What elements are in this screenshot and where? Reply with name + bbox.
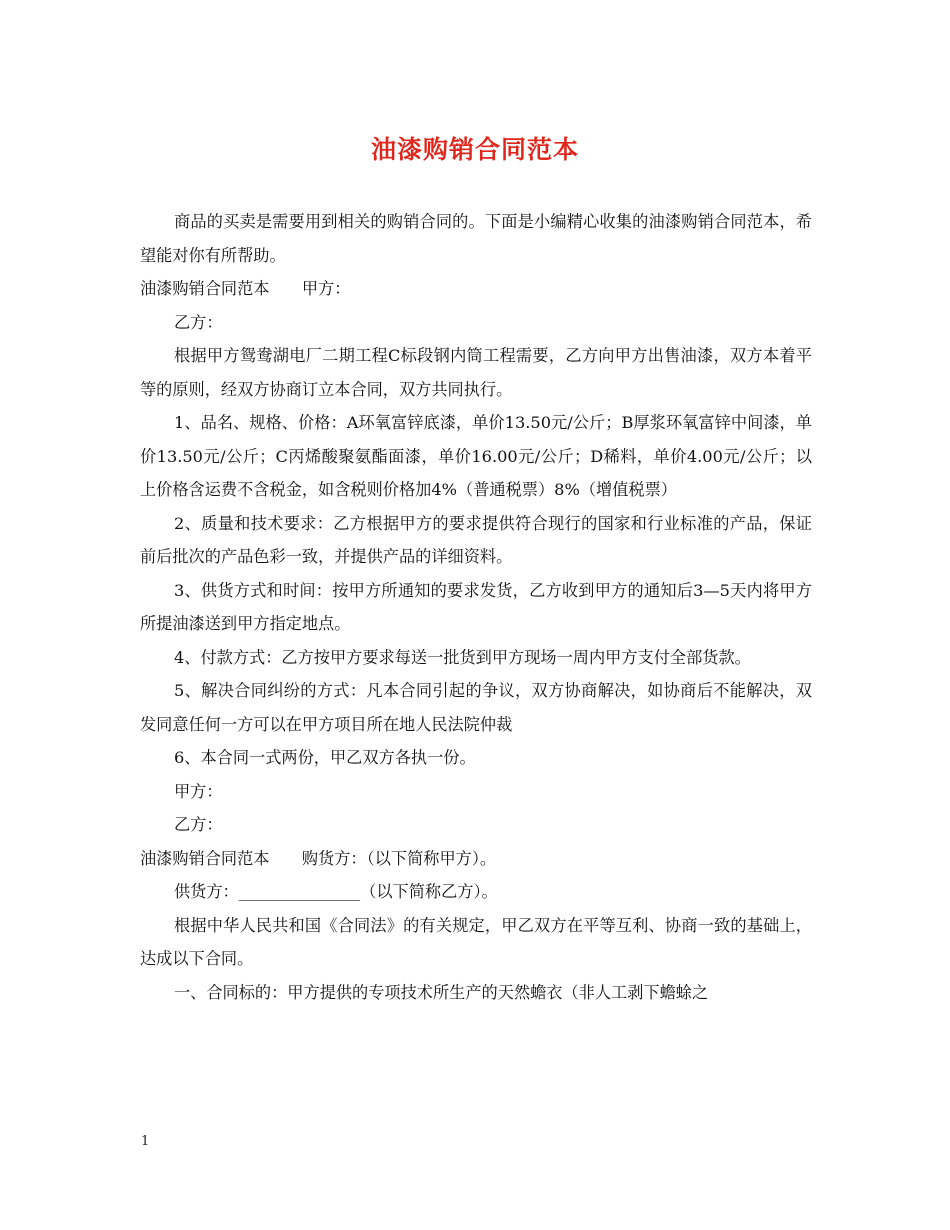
page-number: 1 [141, 1134, 150, 1149]
paragraph-clause-2: 2、质量和技术要求：乙方根据甲方的要求提供符合现行的国家和行业标准的产品，保证前后批次的产品色彩一致，并提供产品的详细资料。 [140, 513, 812, 566]
paragraph-signature-party-a: 甲方： [174, 781, 223, 801]
paragraph-clause-4: 4、付款方式：乙方按甲方要求每送一批货到甲方现场一周内甲方支付全部货款。 [174, 647, 751, 667]
paragraph-supplier: 供货方：_______________（以下简称乙方）。 [174, 882, 498, 901]
paragraph-clause-3: 3、供货方式和时间：按甲方所通知的要求发货，乙方收到甲方的通知后3—5天内将甲方所提油漆送到甲方指定地点。 [140, 580, 812, 633]
paragraph-clause-5: 5、解决合同纠纷的方式：凡本合同引起的争议，双方协商解决，如协商后不能解决，双发同意任何一方可以在甲方项目所在地人民法院仲裁 [140, 681, 812, 734]
paragraph-contract-b-title: 油漆购销合同范本 购货方：（以下简称甲方）。 [140, 848, 497, 868]
paragraph-intro: 商品的买卖是需要用到相关的购销合同的。下面是小编精心收集的油漆购销合同范本，希望能对你有所帮助。 [140, 212, 812, 265]
paragraph-clause-subject: 一、合同标的：甲方提供的专项技术所生产的天然蟾衣（非人工剥下蟾蜍之 [174, 982, 709, 1002]
paragraph-legal-basis: 根据中华人民共和国《合同法》的有关规定，甲乙双方在平等互利、协商一致的基础上，达成以下合同。 [140, 915, 812, 968]
paragraph-clause-6: 6、本合同一式两份，甲乙双方各执一份。 [174, 748, 476, 767]
paragraph-clause-1: 1、品名、规格、价格：A环氧富锌底漆，单价13.50元/公斤；B厚浆环氧富锌中间漆，单价13.50元/公斤；C丙烯酸聚氨酯面漆，单价16.00元/公斤；D稀料，单价4.00元/公斤；以上价格含运费不含税金，如含税则价格加4%（普通税票）8%（增值税票） [140, 413, 812, 499]
document-title: 油漆购销合同范本 [370, 135, 579, 164]
paragraph-party-b: 乙方： [174, 312, 223, 332]
paragraph-contract-a-title: 油漆购销合同范本 甲方： [140, 279, 351, 298]
paragraph-basis: 根据甲方鸳鸯湖电厂二期工程C标段钢内筒工程需要，乙方向甲方出售油漆，双方本着平等的原则，经双方协商订立本合同，双方共同执行。 [140, 346, 812, 399]
document-body [140, 205, 812, 1009]
paragraph-signature-party-b: 乙方： [174, 815, 223, 834]
